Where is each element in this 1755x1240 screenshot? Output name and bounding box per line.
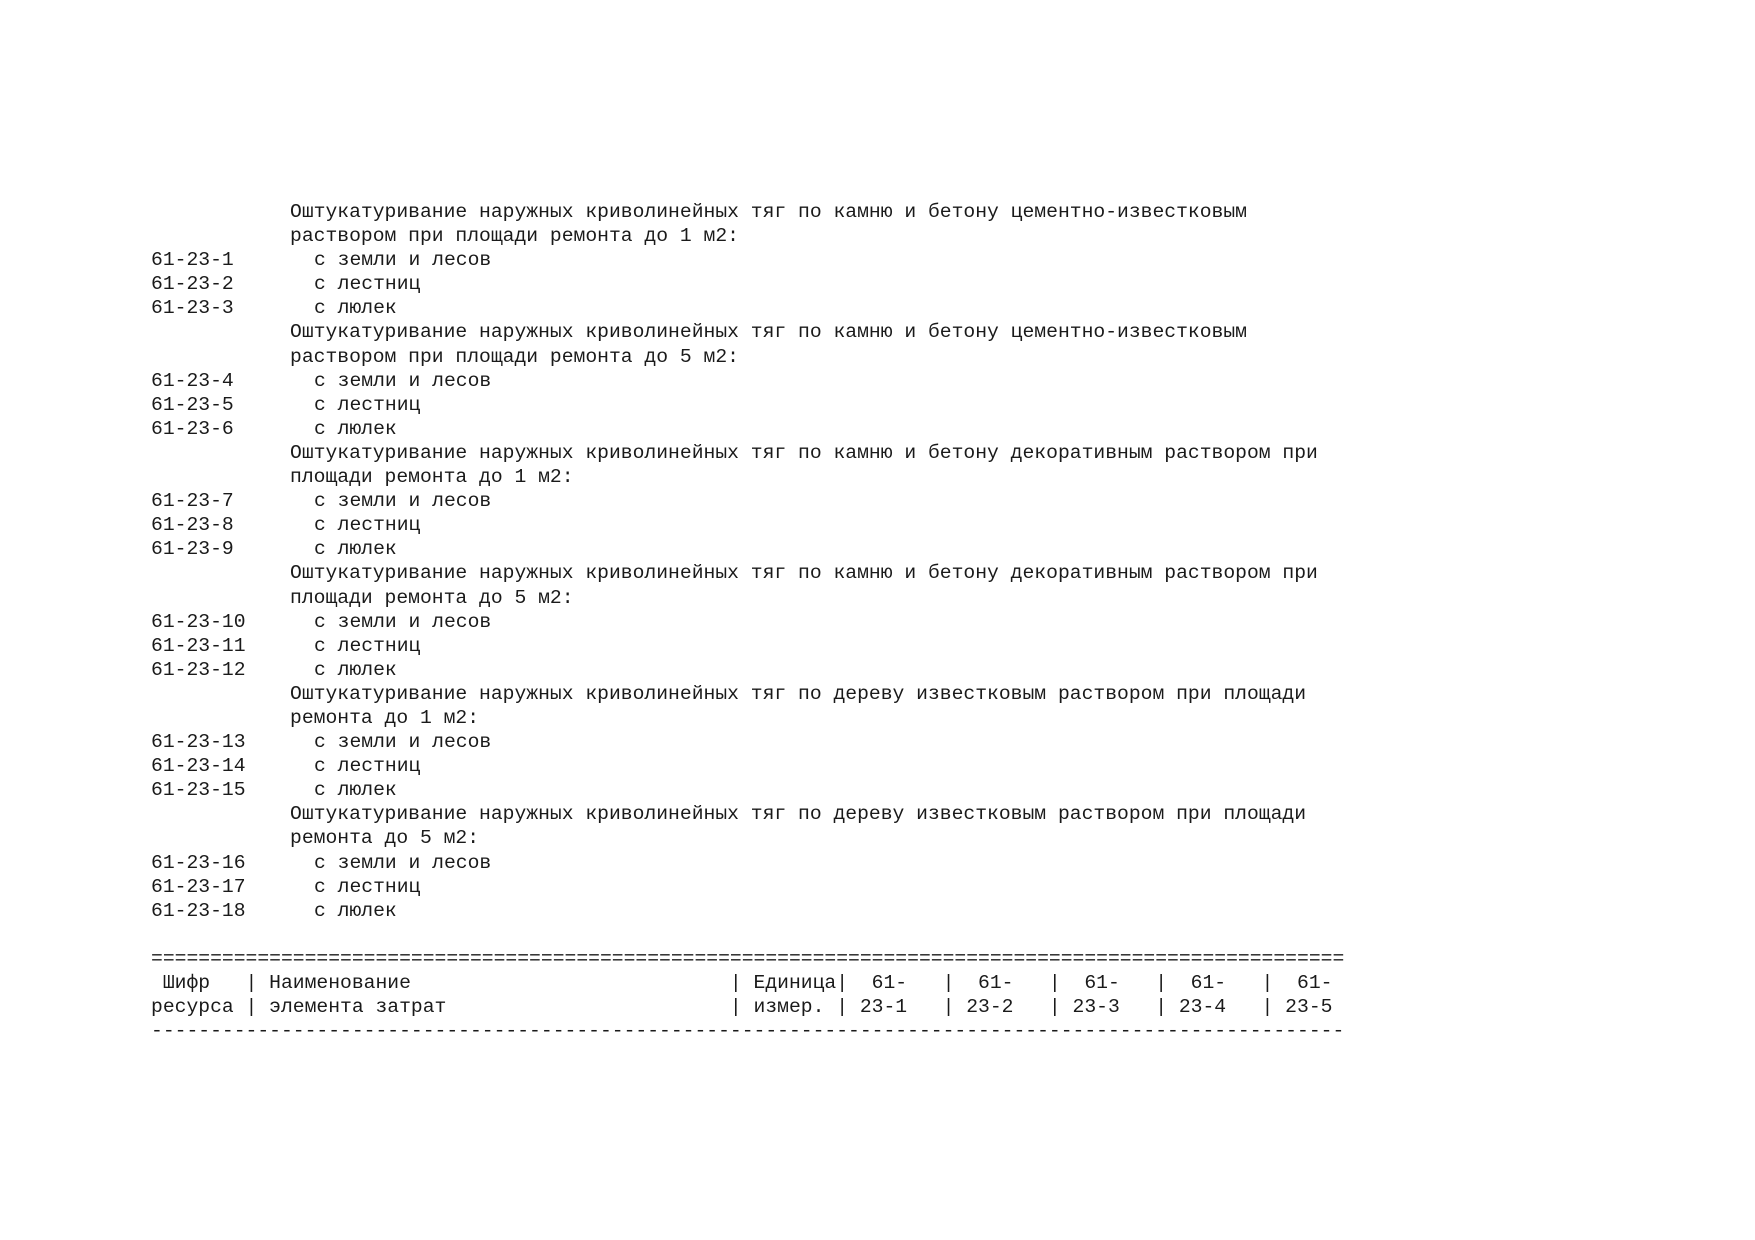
rate-label: с земли и лесов bbox=[314, 851, 492, 874]
rate-label: с лестниц bbox=[314, 875, 421, 898]
table-top-rule: ===================================================================================================== bbox=[151, 947, 1345, 970]
group-heading-text: Оштукатуривание наружных криволинейных тяг по дереву известковым раствором при площади bbox=[290, 682, 1307, 705]
rate-code: 61-23-15 bbox=[151, 779, 246, 802]
group-heading-line bbox=[151, 826, 1451, 850]
group-heading-line bbox=[151, 561, 1451, 585]
rate-code: 61-23-11 bbox=[151, 634, 246, 657]
rate-code: 61-23-17 bbox=[151, 875, 246, 898]
rate-groups bbox=[151, 200, 1451, 923]
group-heading-text: площади ремонта до 1 м2: bbox=[290, 466, 574, 489]
rate-item-row bbox=[151, 296, 1451, 320]
rate-item-row bbox=[151, 489, 1451, 513]
rate-item-row bbox=[151, 272, 1451, 296]
rate-code: 61-23-9 bbox=[151, 538, 234, 561]
rate-item-row bbox=[151, 851, 1451, 875]
rate-label: с люлек bbox=[314, 899, 397, 922]
rate-label: с лестниц bbox=[314, 634, 421, 657]
group-heading-line bbox=[151, 586, 1451, 610]
group-heading-line bbox=[151, 320, 1451, 344]
group-heading-line bbox=[151, 802, 1451, 826]
rate-label: с лестниц bbox=[314, 514, 421, 537]
rate-item-row bbox=[151, 248, 1451, 272]
rate-item-row bbox=[151, 875, 1451, 899]
table-header-row-2: ресурса | элемента затрат | измер. | 23-1 | 23-2 | 23-3 | 23-4 | 23-5 bbox=[151, 996, 1333, 1019]
rate-code: 61-23-7 bbox=[151, 490, 234, 513]
rate-code: 61-23-1 bbox=[151, 249, 234, 272]
group-heading-text: раствором при площади ремонта до 1 м2: bbox=[290, 225, 739, 248]
rate-code: 61-23-4 bbox=[151, 369, 234, 392]
group-heading-text: Оштукатуривание наружных криволинейных тяг по дереву известковым раствором при площади bbox=[290, 803, 1307, 826]
rate-code: 61-23-18 bbox=[151, 899, 246, 922]
group-heading-text: ремонта до 1 м2: bbox=[290, 706, 480, 729]
group-heading-line bbox=[151, 200, 1451, 224]
rate-label: с земли и лесов bbox=[314, 610, 492, 633]
rate-item-row bbox=[151, 393, 1451, 417]
document-body bbox=[151, 200, 1451, 1043]
rate-item-row bbox=[151, 634, 1451, 658]
rate-item-row bbox=[151, 754, 1451, 778]
rate-item-row bbox=[151, 610, 1451, 634]
group-heading-text: Оштукатуривание наружных криволинейных тяг по камню и бетону цементно-известковым bbox=[290, 321, 1247, 344]
rate-label: с лестниц bbox=[314, 393, 421, 416]
rate-label: с земли и лесов bbox=[314, 249, 492, 272]
rate-label: с лестниц bbox=[314, 755, 421, 778]
rate-label: с земли и лесов bbox=[314, 369, 492, 392]
rate-label: с земли и лесов bbox=[314, 490, 492, 513]
rate-code: 61-23-12 bbox=[151, 658, 246, 681]
group-heading-line bbox=[151, 465, 1451, 489]
rate-label: с земли и лесов bbox=[314, 731, 492, 754]
group-heading-line bbox=[151, 345, 1451, 369]
rate-code: 61-23-16 bbox=[151, 851, 246, 874]
group-heading-text: Оштукатуривание наружных криволинейных тяг по камню и бетону декоративным раствором при bbox=[290, 441, 1318, 464]
group-heading-text: раствором при площади ремонта до 5 м2: bbox=[290, 345, 739, 368]
group-heading-text: Оштукатуривание наружных криволинейных тяг по камню и бетону декоративным раствором при bbox=[290, 562, 1318, 585]
group-heading-line bbox=[151, 224, 1451, 248]
rate-code: 61-23-8 bbox=[151, 514, 234, 537]
group-heading-text: ремонта до 5 м2: bbox=[290, 827, 480, 850]
group-heading-line bbox=[151, 706, 1451, 730]
rate-item-row bbox=[151, 537, 1451, 561]
spacer bbox=[151, 923, 1451, 947]
rate-code: 61-23-2 bbox=[151, 273, 234, 296]
rate-label: с люлек bbox=[314, 538, 397, 561]
table-bottom-rule: ----------------------------------------------------------------------------------------------------- bbox=[151, 1020, 1345, 1043]
rate-item-row bbox=[151, 658, 1451, 682]
group-heading-text: площади ремонта до 5 м2: bbox=[290, 586, 574, 609]
rate-code: 61-23-13 bbox=[151, 731, 246, 754]
rate-code: 61-23-3 bbox=[151, 297, 234, 320]
group-heading-text: Оштукатуривание наружных криволинейных тяг по камню и бетону цементно-известковым bbox=[290, 201, 1247, 223]
group-heading-line bbox=[151, 441, 1451, 465]
rate-item-row bbox=[151, 513, 1451, 537]
table-header-row-1: Шифр | Наименование | Единица| 61- | 61- | 61- | 61- | 61- bbox=[151, 972, 1333, 994]
rate-label: с лестниц bbox=[314, 273, 421, 296]
rate-code: 61-23-5 bbox=[151, 393, 234, 416]
rate-item-row bbox=[151, 899, 1451, 923]
rate-label: с люлек bbox=[314, 658, 397, 681]
rate-label: с люлек bbox=[314, 297, 397, 320]
group-heading-line bbox=[151, 682, 1451, 706]
rate-label: с люлек bbox=[314, 779, 397, 802]
rate-code: 61-23-14 bbox=[151, 755, 246, 778]
rate-label: с люлек bbox=[314, 417, 397, 440]
rate-code: 61-23-10 bbox=[151, 610, 246, 633]
rate-item-row bbox=[151, 369, 1451, 393]
rate-item-row bbox=[151, 417, 1451, 441]
rate-item-row bbox=[151, 730, 1451, 754]
rate-code: 61-23-6 bbox=[151, 417, 234, 440]
rate-item-row bbox=[151, 778, 1451, 802]
